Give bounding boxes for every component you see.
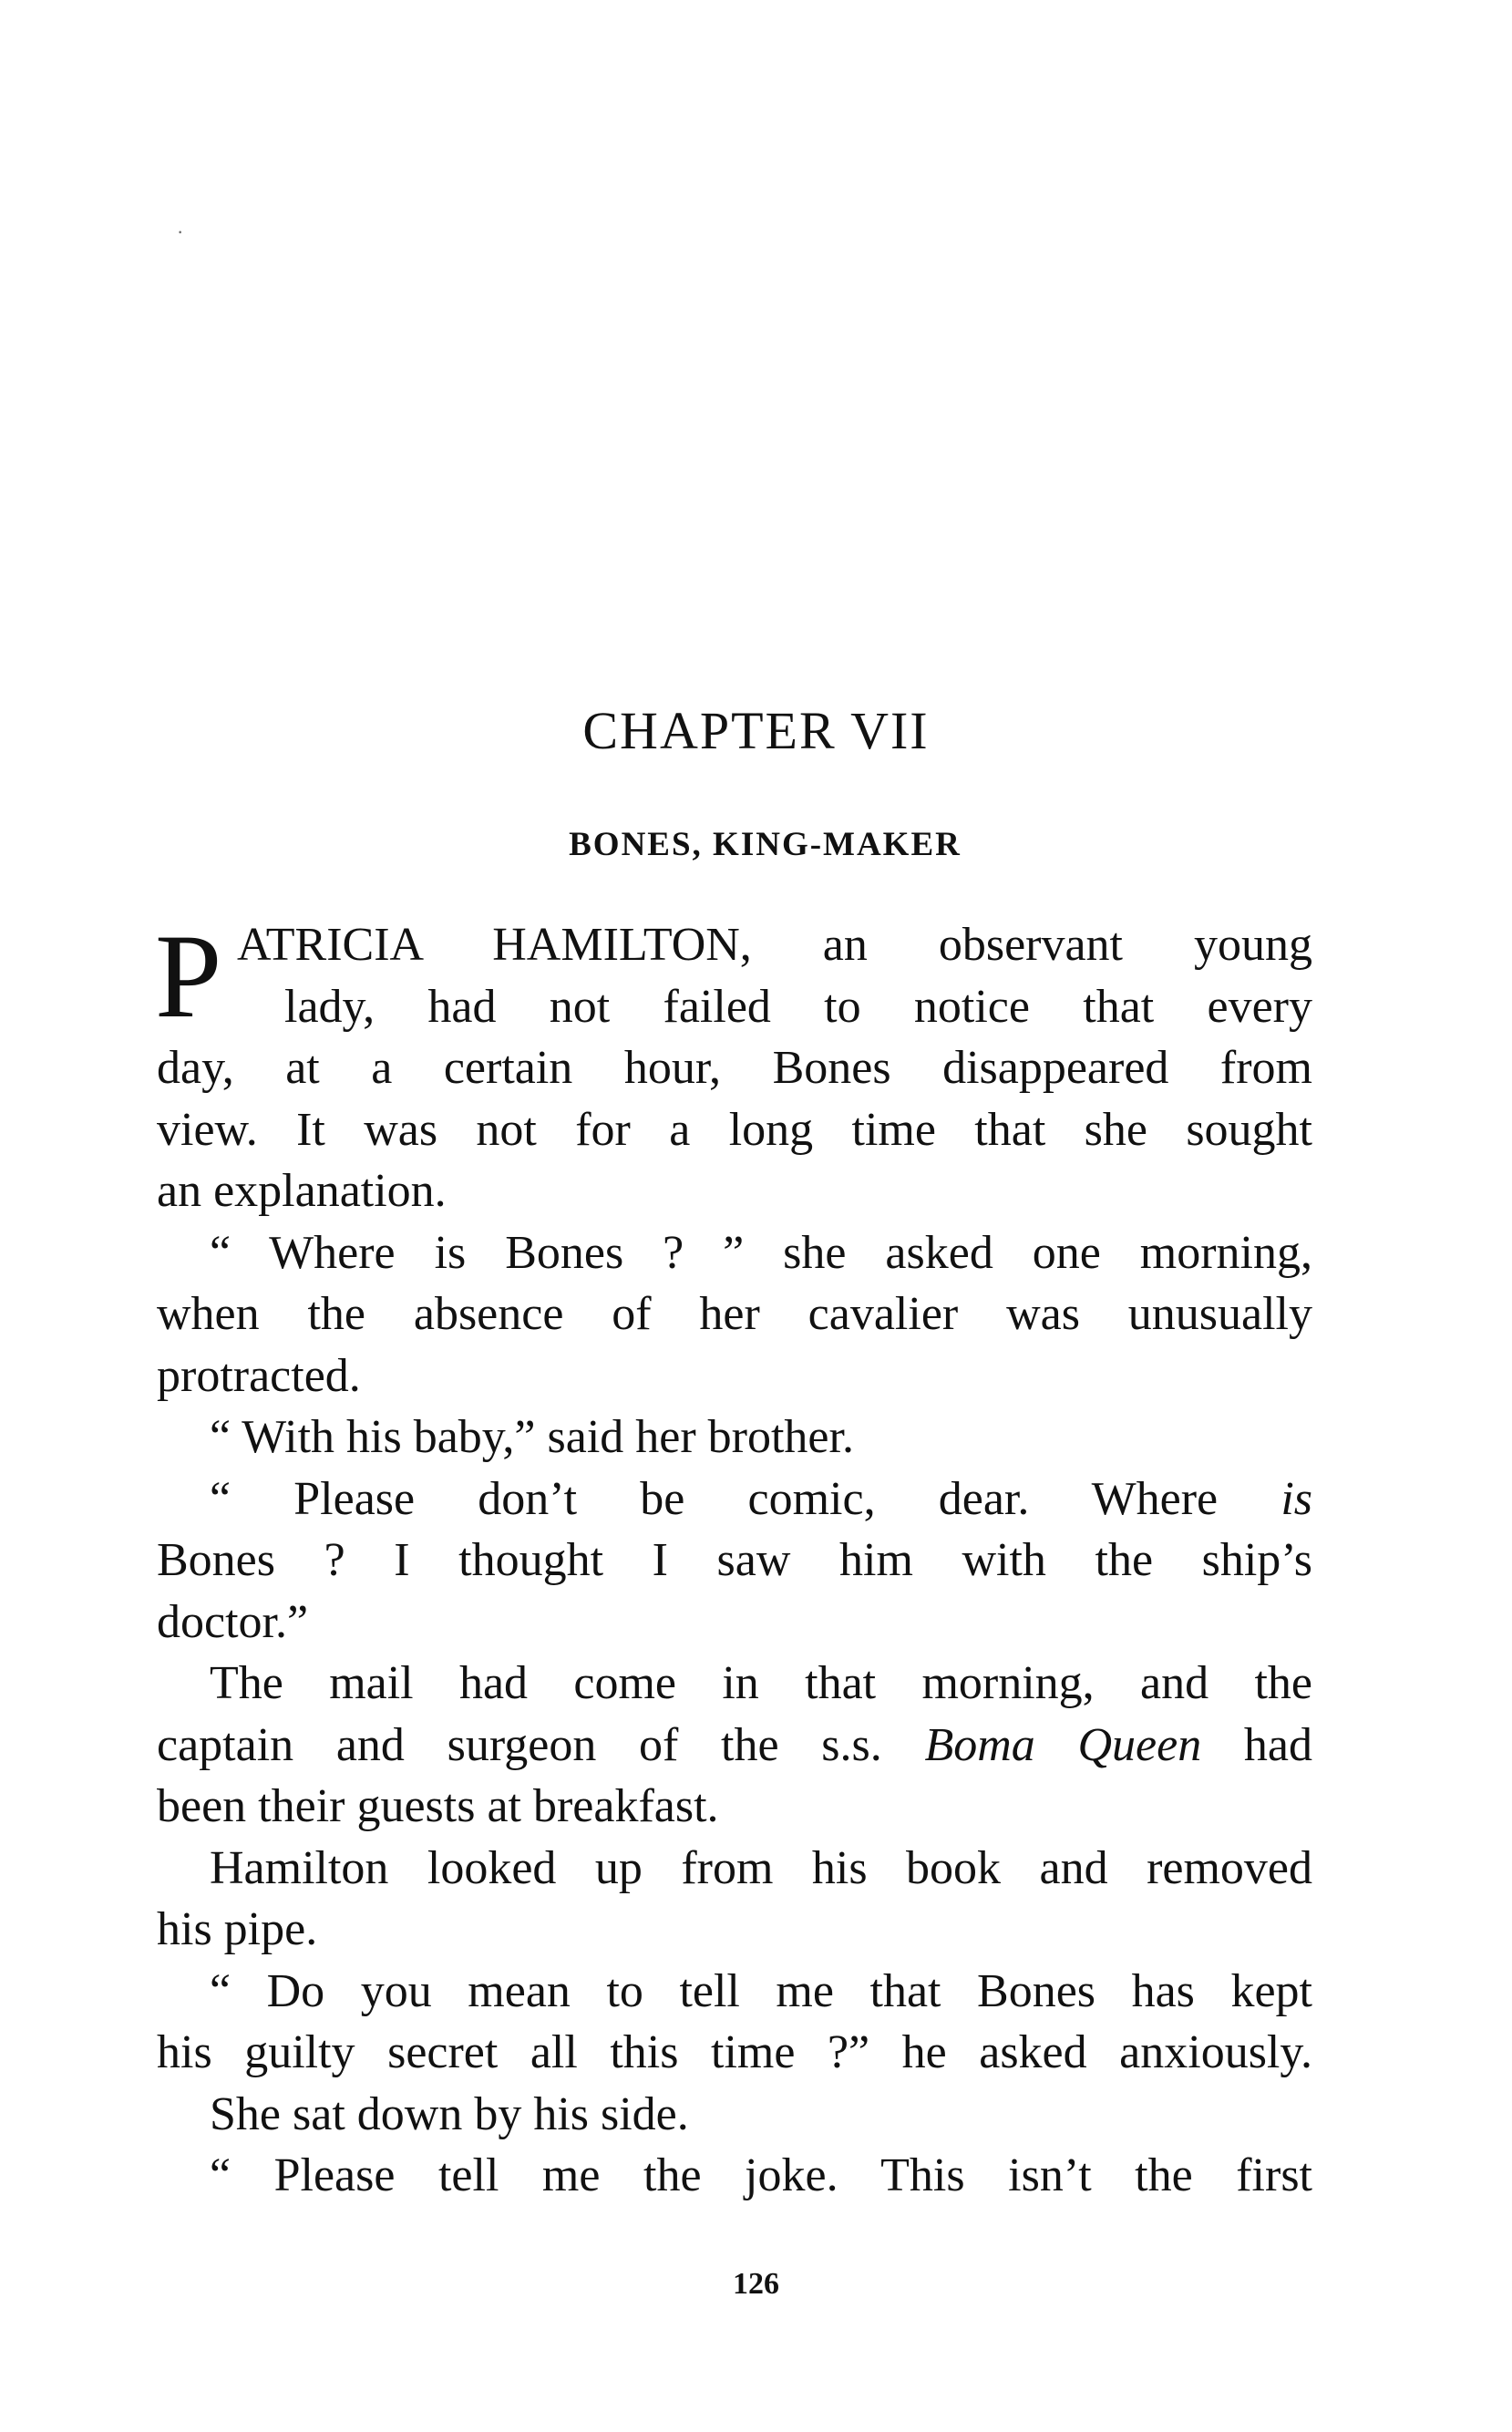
text-line: protracted. [157, 1349, 361, 1402]
text-line: “ Where is Bones ? ” she asked one morning, [210, 1226, 1312, 1279]
text-segment: “ Please don’t be comic, dear. Where [210, 1472, 1219, 1525]
text-line: when the absence of her cavalier was unusually [157, 1288, 1312, 1340]
text-line [157, 1468, 1312, 1530]
text-line: view. It was not for a long time that she sought [157, 1103, 1312, 1156]
text-line: his guilty secret all this time ?” he asked anxiously. [157, 2026, 1312, 2078]
text-line: an explanation. [157, 1165, 447, 1217]
body-text [155, 909, 1313, 2207]
chapter-heading: CHAPTER VII [582, 701, 930, 760]
text-line: Bones ? I thought I saw him with the ship’s [157, 1534, 1312, 1586]
text-line: doctor.” [157, 1595, 309, 1648]
text-line: Hamilton looked up from his book and removed [210, 1841, 1312, 1894]
italic-word: is [1281, 1472, 1312, 1525]
page-number: 126 [733, 2267, 779, 2301]
text-line: The mail had come in that morning, and the [210, 1657, 1312, 1709]
text-line: his pipe. [157, 1903, 318, 1955]
print-speck: · [177, 221, 184, 243]
ship-name: Boma Queen [924, 1718, 1202, 1771]
text-segment: had [1243, 1718, 1313, 1771]
chapter-subtitle: BONES, KING-MAKER [569, 826, 962, 863]
text-line: She sat down by his side. [210, 2087, 689, 2140]
text-line: lady, had not failed to notice that every [284, 980, 1312, 1033]
text-line: “ Please tell me the joke. This isn’t the first [210, 2149, 1312, 2201]
text-line: ATRICIA HAMILTON, an observant young [237, 919, 1312, 971]
drop-cap: P [155, 909, 222, 1043]
text-line: “ With his baby,” said her brother. [210, 1411, 854, 1463]
text-line [157, 1715, 1312, 1777]
text-segment: captain and surgeon of the s.s. [157, 1718, 882, 1771]
text-line: day, at a certain hour, Bones disappeared from [157, 1042, 1312, 1094]
text-line: “ Do you mean to tell me that Bones has kept [210, 1964, 1312, 2017]
text-line: been their guests at breakfast. [157, 1780, 719, 1832]
